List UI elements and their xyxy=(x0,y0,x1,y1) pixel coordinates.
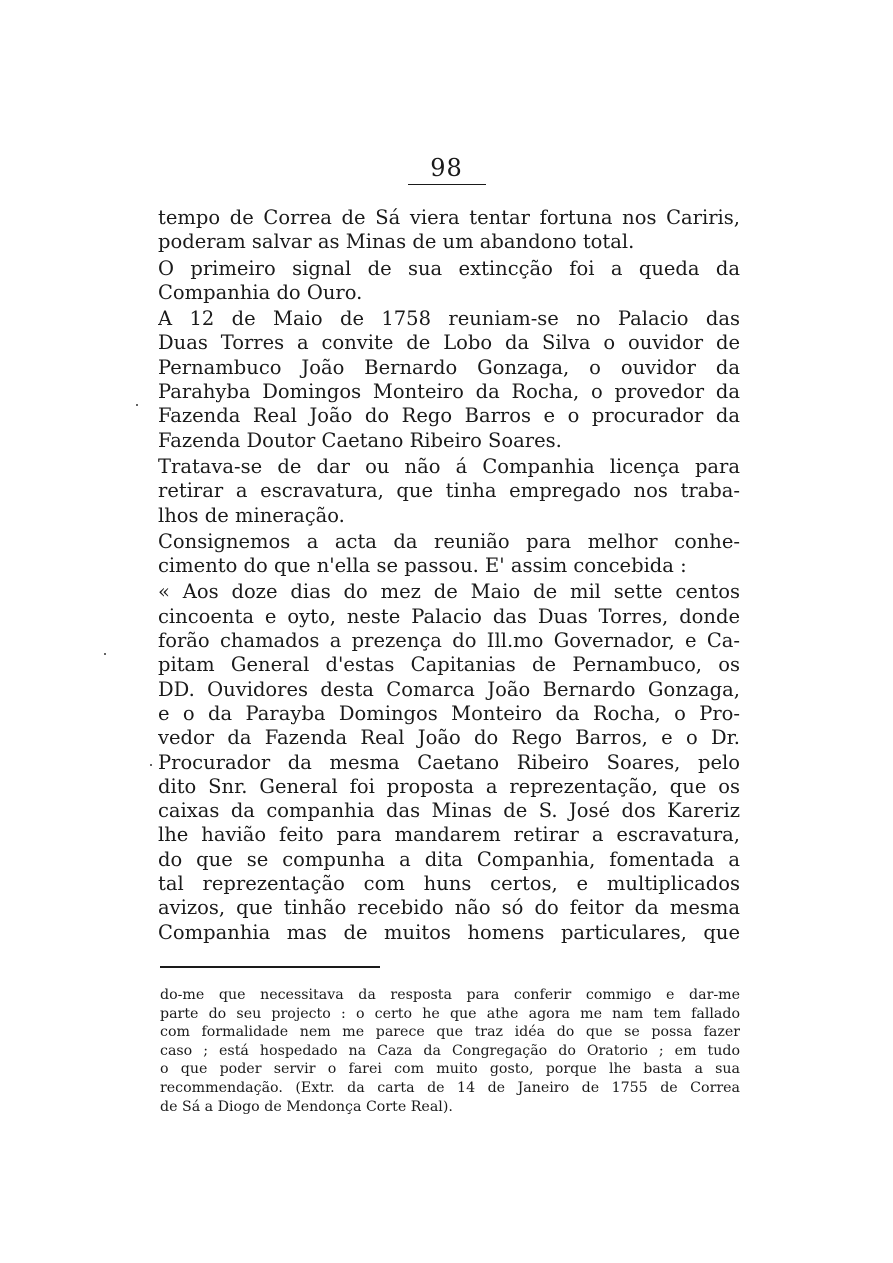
text-line: poderam salvar as Minas de um abandono total. xyxy=(158,230,635,254)
text-line: Tratava-se de dar ou não á Companhia licença para xyxy=(158,454,740,478)
body-text xyxy=(158,206,740,945)
text-line: Procurador da mesma Caetano Ribeiro Soares, pelo xyxy=(158,750,740,774)
text-line: tal reprezentação com huns certos, e multiplicados xyxy=(158,872,740,896)
footnote-line: do-me que necessitava da resposta para conferir commigo e dar-me xyxy=(160,987,740,1003)
text-line: « Aos doze dias do mez de Maio de mil sette centos xyxy=(158,580,740,604)
footnote-line: caso ; está hospedado na Caza da Congregação do Oratorio ; em tudo xyxy=(160,1042,740,1059)
footnote-line: recommendação. (Extr. da carta de 14 de Janeiro de 1755 de Correa xyxy=(160,1079,740,1096)
scan-speck xyxy=(150,764,152,766)
text-line: avizos, que tinhão recebido não só do feitor da mesma xyxy=(158,896,740,920)
footnote-line: o que poder servir o farei com muito gosto, porque lhe basta a sua xyxy=(160,1061,740,1078)
text-line: Companhia mas de muitos homens particulares, que xyxy=(158,920,740,944)
footnote-rule xyxy=(160,966,380,968)
footnote-line: com formalidade nem me parece que traz idéa do que se possa fazer xyxy=(160,1024,740,1041)
text-line: Duas Torres a convite de Lobo da Silva o ouvidor de xyxy=(158,331,740,355)
text-line: lhos de mineração. xyxy=(158,503,345,527)
text-line: dito Snr. General foi proposta a reprezentação, que os xyxy=(158,774,740,798)
text-line: A 12 de Maio de 1758 reuniam-se no Palacio das xyxy=(158,307,740,331)
text-line: cincoenta e oyto, neste Palacio das Duas Torres, donde xyxy=(158,604,740,628)
text-line: Fazenda Real João do Rego Barros e o procurador da xyxy=(158,404,740,428)
text-line: forão chamados a prezença do Ill.mo Governador, e Ca- xyxy=(158,629,740,653)
page-number: 98 xyxy=(430,154,463,182)
page-number-rule xyxy=(408,184,486,185)
text-line: e o da Parayba Domingos Monteiro da Rocha, o Pro- xyxy=(158,701,740,725)
text-line: tempo de Correa de Sá viera tentar fortuna nos Cariris, xyxy=(158,206,740,229)
scan-speck xyxy=(104,653,106,655)
text-line: do que se compunha a dita Companhia, fomentada a xyxy=(158,847,740,871)
footnote-line: parte do seu projecto : o certo he que athe agora me nam tem fallado xyxy=(160,1005,740,1022)
footnote xyxy=(160,986,740,1116)
text-line: Fazenda Doutor Caetano Ribeiro Soares. xyxy=(158,428,562,452)
text-line: Pernambuco João Bernardo Gonzaga, o ouvidor da xyxy=(158,355,740,379)
scan-speck xyxy=(136,404,138,406)
text-line: DD. Ouvidores desta Comarca João Bernardo Gonzaga, xyxy=(158,677,740,701)
text-line: vedor da Fazenda Real João do Rego Barros, e o Dr. xyxy=(158,726,740,750)
text-line: Parahyba Domingos Monteiro da Rocha, o provedor da xyxy=(158,380,740,404)
text-line: cimento do que n'ella se passou. E' assim concebida : xyxy=(158,554,687,578)
text-line: retirar a escravatura, que tinha empregado nos traba- xyxy=(158,479,740,503)
text-line: Companhia do Ouro. xyxy=(158,280,363,304)
footnote-line: de Sá a Diogo de Mendonça Corte Real). xyxy=(160,1098,453,1115)
text-line: lhe havião feito para mandarem retirar a escravatura, xyxy=(158,823,740,847)
text-line: pitam General d'estas Capitanias de Pernambuco, os xyxy=(158,653,740,677)
text-line: O primeiro signal de sua extincção foi a queda da xyxy=(158,256,740,280)
text-line: Consignemos a acta da reunião para melhor conhe- xyxy=(158,529,740,553)
text-line: caixas da companhia das Minas de S. José dos Kareriz xyxy=(158,799,740,823)
